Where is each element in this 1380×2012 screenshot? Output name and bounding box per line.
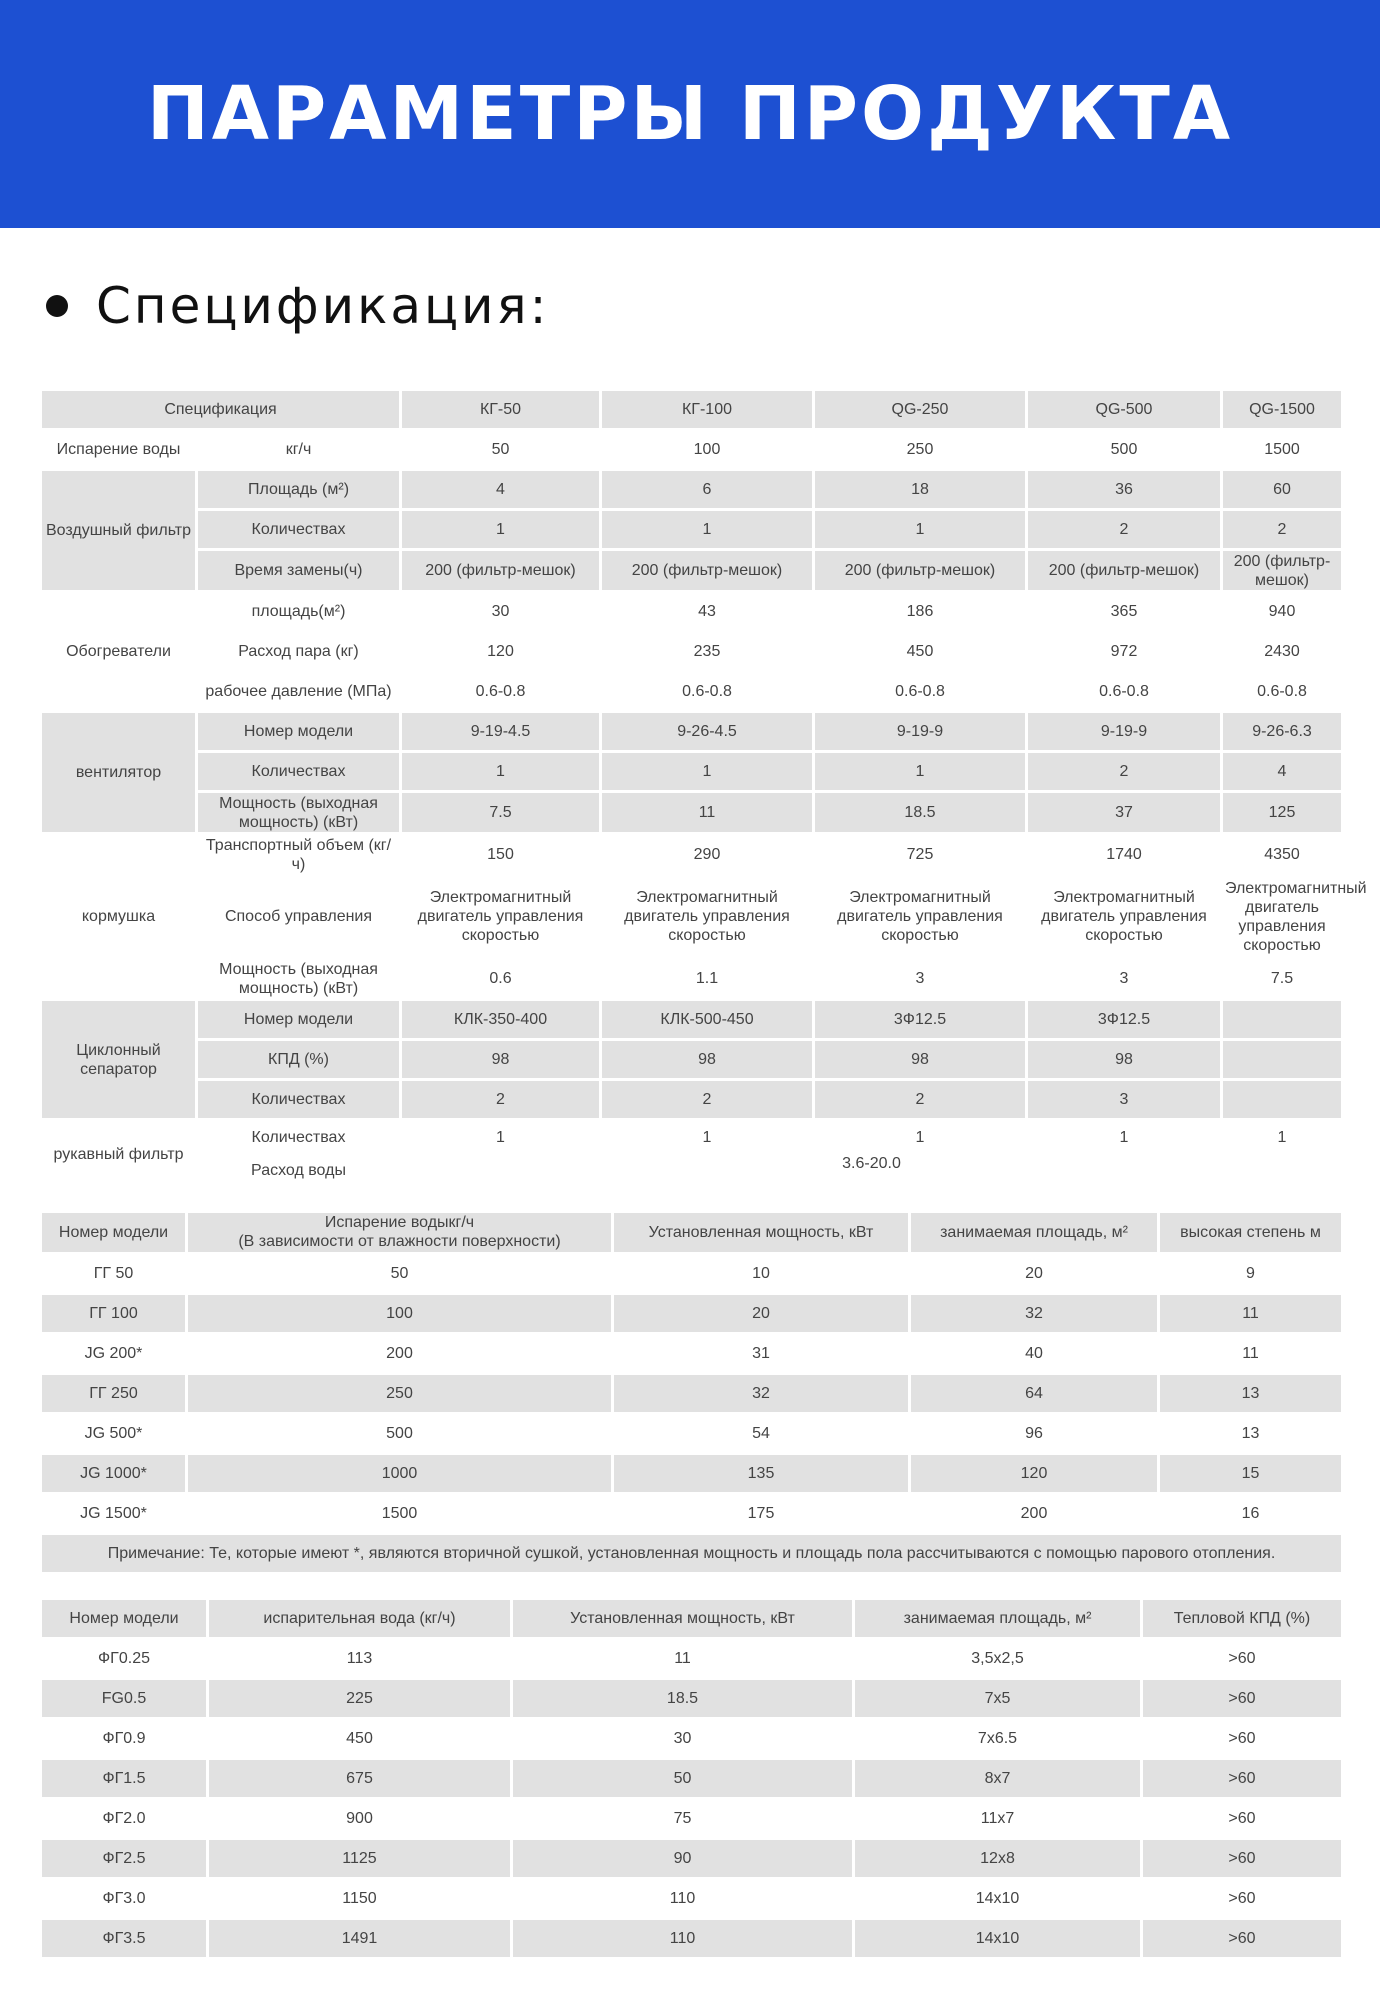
cell: 110	[512, 1918, 854, 1958]
cell: JG 1000*	[41, 1453, 187, 1493]
row-group-label: Циклонный сепаратор	[41, 1000, 197, 1120]
cell: 2	[1027, 752, 1222, 792]
cell: 9-19-9	[814, 712, 1027, 752]
cell: 4	[401, 470, 601, 510]
fan-row	[41, 752, 1343, 792]
row-label: Расход пара (кг)	[197, 632, 401, 672]
table-row	[41, 1838, 1343, 1878]
table-row	[41, 1373, 1343, 1413]
column-header: Номер модели	[41, 1598, 208, 1638]
cell: 1500	[1222, 430, 1343, 470]
cell: 98	[401, 1040, 601, 1080]
row-label: КПД (%)	[197, 1040, 401, 1080]
row-label: Способ управления	[197, 876, 401, 958]
feeder-row	[41, 834, 1343, 876]
table-header-row	[41, 1211, 1343, 1253]
cell: 225	[208, 1678, 512, 1718]
model-header: КГ-50	[401, 390, 601, 430]
column-header: занимаемая площадь, м²	[854, 1598, 1142, 1638]
cell: 500	[1027, 430, 1222, 470]
cell: Электромагнитный двигатель управления скоростью	[1222, 876, 1343, 958]
cell: 50	[512, 1758, 854, 1798]
cell: ФГ2.0	[41, 1798, 208, 1838]
row-group-label: кормушка	[41, 834, 197, 1000]
row-group-label: вентилятор	[41, 712, 197, 834]
cell	[1222, 1000, 1343, 1040]
cell: 3Ф12.5	[1027, 1000, 1222, 1040]
row-label: Площадь (м²)	[197, 470, 401, 510]
cell: 250	[814, 430, 1027, 470]
cell: >60	[1142, 1798, 1343, 1838]
cell: 2	[1027, 510, 1222, 550]
row-label: Количествах	[197, 752, 401, 792]
heaters-row	[41, 672, 1343, 712]
column-header: Установленная мощность, кВт	[613, 1211, 910, 1253]
cell: 20	[613, 1293, 910, 1333]
table-row	[41, 1413, 1343, 1453]
cell-water-consumption: 3.6-20.0	[401, 1154, 1343, 1188]
cyclone-row	[41, 1040, 1343, 1080]
cell: 98	[814, 1040, 1027, 1080]
cell: 40	[910, 1333, 1159, 1373]
row-label: Количествах	[197, 510, 401, 550]
cell: 200 (фильтр-мешок)	[401, 550, 601, 592]
cell: >60	[1142, 1758, 1343, 1798]
row-label: Мощность (выходная мощность) (кВт)	[197, 792, 401, 834]
cell: 940	[1222, 592, 1343, 632]
cell: 9	[1159, 1253, 1343, 1293]
cell: 11	[512, 1638, 854, 1678]
column-header: испарительная вода (кг/ч)	[208, 1598, 512, 1638]
cell: 11	[1159, 1333, 1343, 1373]
cell: 1	[601, 752, 814, 792]
cell: 98	[601, 1040, 814, 1080]
row-label: рабочее давление (МПа)	[197, 672, 401, 712]
cell: 2	[1222, 510, 1343, 550]
cell: 0.6-0.8	[401, 672, 601, 712]
table-row	[41, 1798, 1343, 1838]
cell: 2	[601, 1080, 814, 1120]
cell: 1125	[208, 1838, 512, 1878]
cell: 1	[814, 1120, 1027, 1154]
cell: 9-19-9	[1027, 712, 1222, 752]
table-row	[41, 1678, 1343, 1718]
cell: 54	[613, 1413, 910, 1453]
cell: 1	[814, 752, 1027, 792]
cell: JG 200*	[41, 1333, 187, 1373]
row-label: Транспортный объем (кг/ч)	[197, 834, 401, 876]
cell: 11	[1159, 1293, 1343, 1333]
cell: 43	[601, 592, 814, 632]
cell: 6	[601, 470, 814, 510]
cell: 14x10	[854, 1878, 1142, 1918]
column-header: Установленная мощность, кВт	[512, 1598, 854, 1638]
cell: 200 (фильтр-мешок)	[1027, 550, 1222, 592]
cell: 1	[401, 752, 601, 792]
cell: 200 (фильтр-мешок)	[601, 550, 814, 592]
cell: ГГ 100	[41, 1293, 187, 1333]
cell: 37	[1027, 792, 1222, 834]
model-header: QG-250	[814, 390, 1027, 430]
cell: 1	[401, 1120, 601, 1154]
cell: 235	[601, 632, 814, 672]
cell: 16	[1159, 1493, 1343, 1533]
cell: 60	[1222, 470, 1343, 510]
cell: 9-26-6.3	[1222, 712, 1343, 752]
cell	[1222, 1080, 1343, 1120]
table-note: Примечание: Те, которые имеют *, являются вторичной сушкой, установленная мощность и площадь пола рассчитываются с помощью парового отопления.	[41, 1533, 1343, 1573]
feeder-row	[41, 958, 1343, 1000]
cell: 90	[512, 1838, 854, 1878]
table-row	[41, 1878, 1343, 1918]
row-label: Мощность (выходная мощность) (кВт)	[197, 958, 401, 1000]
row-group-label: рукавный фильтр	[41, 1120, 197, 1188]
cell: ФГ0.9	[41, 1718, 208, 1758]
cell: >60	[1142, 1918, 1343, 1958]
cell: 31	[613, 1333, 910, 1373]
column-header-line: (В зависимости от влажности поверхности)	[238, 1233, 561, 1250]
cell: JG 1500*	[41, 1493, 187, 1533]
cell: 3	[1027, 1080, 1222, 1120]
cell: 75	[512, 1798, 854, 1838]
page-title: ПАРАМЕТРЫ ПРОДУКТА	[146, 71, 1234, 157]
cell: 450	[814, 632, 1027, 672]
cyclone-row	[41, 1000, 1343, 1040]
cell: 1	[601, 510, 814, 550]
cell: 15	[1159, 1453, 1343, 1493]
cell: 36	[1027, 470, 1222, 510]
cell: 100	[187, 1293, 613, 1333]
cell: 725	[814, 834, 1027, 876]
cell: 0.6-0.8	[1027, 672, 1222, 712]
cell: 32	[910, 1293, 1159, 1333]
cell: >60	[1142, 1638, 1343, 1678]
row-label: Количествах	[197, 1080, 401, 1120]
cell: >60	[1142, 1678, 1343, 1718]
column-header-line: Испарение водыкг/ч	[324, 1214, 475, 1231]
cell: 972	[1027, 632, 1222, 672]
table-row	[41, 1453, 1343, 1493]
cyclone-row	[41, 1080, 1343, 1120]
cell: 50	[401, 430, 601, 470]
spec-header-row	[41, 390, 1343, 430]
cell: 96	[910, 1413, 1159, 1453]
cell: ФГ0.25	[41, 1638, 208, 1678]
cell: 675	[208, 1758, 512, 1798]
cell: 0.6-0.8	[601, 672, 814, 712]
feeder-row	[41, 876, 1343, 958]
cell: 200 (фильтр-мешок)	[814, 550, 1027, 592]
cell: 1	[601, 1120, 814, 1154]
section-title: Спецификация:	[96, 277, 550, 335]
cell: 125	[1222, 792, 1343, 834]
bag-filter-row	[41, 1154, 1343, 1188]
cell: 7x5	[854, 1678, 1142, 1718]
cell: Электромагнитный двигатель управления скоростью	[601, 876, 814, 958]
cell: 20	[910, 1253, 1159, 1293]
cell: ФГ1.5	[41, 1758, 208, 1798]
cell: 1491	[208, 1918, 512, 1958]
cell: ФГ2.5	[41, 1838, 208, 1878]
cell: 7.5	[1222, 958, 1343, 1000]
row-label: Расход воды	[197, 1154, 401, 1188]
air-filter-row	[41, 470, 1343, 510]
cell: FG0.5	[41, 1678, 208, 1718]
cell: 32	[613, 1373, 910, 1413]
column-header: Тепловой КПД (%)	[1142, 1598, 1343, 1638]
spec-header-label: Спецификация	[41, 390, 401, 430]
cell: 18.5	[814, 792, 1027, 834]
cell: 18	[814, 470, 1027, 510]
row-unit: кг/ч	[197, 430, 401, 470]
cell: 450	[208, 1718, 512, 1758]
column-header	[187, 1211, 613, 1253]
cell: КЛК-500-450	[601, 1000, 814, 1040]
table-row	[41, 1493, 1343, 1533]
cell: 3	[1027, 958, 1222, 1000]
cell: 1740	[1027, 834, 1222, 876]
cell: 10	[613, 1253, 910, 1293]
cell: 250	[187, 1373, 613, 1413]
cell: 30	[512, 1718, 854, 1758]
row-label: площадь(м²)	[197, 592, 401, 632]
cell: 7x6.5	[854, 1718, 1142, 1758]
cell: 2	[814, 1080, 1027, 1120]
cell: 200	[187, 1333, 613, 1373]
table-header-row	[41, 1598, 1343, 1638]
cell: Электромагнитный двигатель управления скоростью	[401, 876, 601, 958]
column-header: занимаемая площадь, м²	[910, 1211, 1159, 1253]
specification-table	[39, 388, 1367, 1188]
cell: ГГ 250	[41, 1373, 187, 1413]
air-filter-row	[41, 550, 1343, 592]
cell: 9-19-4.5	[401, 712, 601, 752]
table-row	[41, 1333, 1343, 1373]
cell: 3Ф12.5	[814, 1000, 1027, 1040]
cell: 50	[187, 1253, 613, 1293]
cell: Электромагнитный двигатель управления скоростью	[1027, 876, 1222, 958]
cell: ГГ 50	[41, 1253, 187, 1293]
row-label: Количествах	[197, 1120, 401, 1154]
cell: 135	[613, 1453, 910, 1493]
cell: ФГ3.0	[41, 1878, 208, 1918]
cell: 1	[814, 510, 1027, 550]
cell: >60	[1142, 1718, 1343, 1758]
column-header: высокая степень м	[1159, 1211, 1343, 1253]
cell: JG 500*	[41, 1413, 187, 1453]
cell: 200 (фильтр-мешок)	[1222, 550, 1343, 592]
cell: 1150	[208, 1878, 512, 1918]
table-row	[41, 1253, 1343, 1293]
dryer-table	[39, 1210, 1344, 1575]
table-row	[41, 1918, 1343, 1958]
row-group-label: Воздушный фильтр	[41, 470, 197, 592]
table-row	[41, 1758, 1343, 1798]
cell: 7.5	[401, 792, 601, 834]
cell: 100	[601, 430, 814, 470]
cell: 120	[910, 1453, 1159, 1493]
column-header: Номер модели	[41, 1211, 187, 1253]
fan-row	[41, 792, 1343, 834]
heaters-row	[41, 632, 1343, 672]
cell: 365	[1027, 592, 1222, 632]
cell: 900	[208, 1798, 512, 1838]
cell: 11	[601, 792, 814, 834]
cell: 13	[1159, 1373, 1343, 1413]
model-header: QG-500	[1027, 390, 1222, 430]
cell: 3	[814, 958, 1027, 1000]
cell: 98	[1027, 1040, 1222, 1080]
cell	[1222, 1040, 1343, 1080]
cell: 8x7	[854, 1758, 1142, 1798]
cell: 1000	[187, 1453, 613, 1493]
cell: 1.1	[601, 958, 814, 1000]
cell: 3,5x2,5	[854, 1638, 1142, 1678]
air-filter-row	[41, 510, 1343, 550]
cell: 120	[401, 632, 601, 672]
cell: 18.5	[512, 1678, 854, 1718]
bullet-icon	[46, 295, 68, 317]
row-label: Номер модели	[197, 1000, 401, 1040]
cell: 1	[1222, 1120, 1343, 1154]
cell: 290	[601, 834, 814, 876]
cell: 150	[401, 834, 601, 876]
cell: 2	[401, 1080, 601, 1120]
cell: 30	[401, 592, 601, 632]
cell: 11x7	[854, 1798, 1142, 1838]
cell: ФГ3.5	[41, 1918, 208, 1958]
table-row	[41, 1718, 1343, 1758]
cell: 0.6-0.8	[814, 672, 1027, 712]
cell: 1500	[187, 1493, 613, 1533]
row-label: Время замены(ч)	[197, 550, 401, 592]
cell: 1	[401, 510, 601, 550]
cell: 186	[814, 592, 1027, 632]
cell: 64	[910, 1373, 1159, 1413]
water-evap-row	[41, 430, 1343, 470]
model-header: QG-1500	[1222, 390, 1343, 430]
cell: 500	[187, 1413, 613, 1453]
cell: 4350	[1222, 834, 1343, 876]
table-row	[41, 1638, 1343, 1678]
header-banner	[0, 0, 1380, 228]
cell: 13	[1159, 1413, 1343, 1453]
cell: 0.6	[401, 958, 601, 1000]
note-row	[41, 1533, 1343, 1573]
cell: 2430	[1222, 632, 1343, 672]
heaters-row	[41, 592, 1343, 632]
fan-row	[41, 712, 1343, 752]
cell: >60	[1142, 1878, 1343, 1918]
cell: 14x10	[854, 1918, 1142, 1958]
bag-filter-row	[41, 1120, 1343, 1154]
cell: 110	[512, 1878, 854, 1918]
cell: 0.6-0.8	[1222, 672, 1343, 712]
cell: 12x8	[854, 1838, 1142, 1878]
cell: 200	[910, 1493, 1159, 1533]
model-header: КГ-100	[601, 390, 814, 430]
cell: Электромагнитный двигатель управления скоростью	[814, 876, 1027, 958]
row-group-label: Испарение воды	[41, 430, 197, 470]
cell: КЛК-350-400	[401, 1000, 601, 1040]
row-group-label: Обогреватели	[41, 592, 197, 712]
row-label: Номер модели	[197, 712, 401, 752]
cell: 175	[613, 1493, 910, 1533]
cell: >60	[1142, 1838, 1343, 1878]
section-heading	[46, 276, 1380, 336]
table-row	[41, 1293, 1343, 1333]
furnace-table	[39, 1597, 1344, 1960]
cell: 113	[208, 1638, 512, 1678]
cell: 1	[1027, 1120, 1222, 1154]
cell: 4	[1222, 752, 1343, 792]
cell: 9-26-4.5	[601, 712, 814, 752]
